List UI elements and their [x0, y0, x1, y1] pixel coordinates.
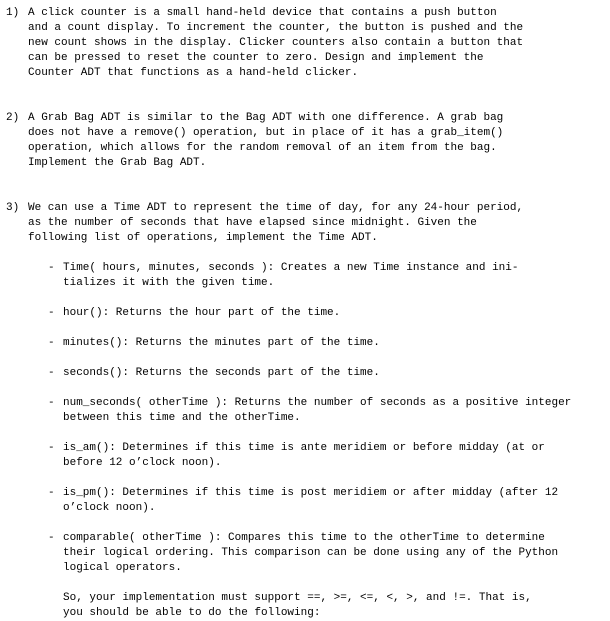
bullet-dash: - [48, 337, 55, 349]
bullet-dash: - [48, 307, 55, 319]
operation-text-line: their logical ordering. This comparison can be done using any of the Python [63, 547, 559, 559]
operation-text-line: before 12 o’clock noon). [63, 457, 222, 469]
operation-text-line: tializes it with the given time. [63, 277, 275, 289]
problem-number: 2) [6, 112, 20, 124]
problem-text-line: can be pressed to reset the counter to zero. Design and implement the [28, 52, 484, 64]
bullet-dash: - [48, 487, 55, 499]
problem-text-line: Counter ADT that functions as a hand-held clicker. [28, 67, 359, 79]
operation-text-line: logical operators. [63, 562, 182, 574]
note-text-line: So, your implementation must support ==, >=, <=, <, >, and !=. That is, [63, 592, 532, 604]
bullet-dash: - [48, 397, 55, 409]
operation-text-line: minutes(): Returns the minutes part of the time. [63, 337, 380, 349]
operation-text-line: Time( hours, minutes, seconds ): Creates a new Time instance and ini- [63, 262, 519, 274]
operation-text-line: o’clock noon). [63, 502, 156, 514]
problem-text-line: following list of operations, implement the Time ADT. [28, 232, 378, 244]
problem-number: 1) [6, 7, 20, 19]
problem-text-line: We can use a Time ADT to represent the time of day, for any 24-hour period, [28, 202, 524, 214]
problem-text-line: and a count display. To increment the counter, the button is pushed and the [28, 22, 524, 34]
bullet-dash: - [48, 442, 55, 454]
operation-text-line: num_seconds( otherTime ): Returns the number of seconds as a positive integer [63, 397, 572, 409]
operation-text-line: is_pm(): Determines if this time is post meridiem or after midday (after 12 [63, 487, 559, 499]
problem-text-line: new count shows in the display. Clicker counters also contain a button that [28, 37, 524, 49]
problem-number: 3) [6, 202, 20, 214]
note-text-line: you should be able to do the following: [63, 607, 321, 619]
problem-text-line: A click counter is a small hand-held device that contains a push button [28, 7, 497, 19]
problem-text-line: Implement the Grab Bag ADT. [28, 157, 207, 169]
problem-text-line: as the number of seconds that have elapsed since midnight. Given the [28, 217, 477, 229]
bullet-dash: - [48, 367, 55, 379]
problem-text-line: does not have a remove() operation, but in place of it has a grab_item() [28, 127, 504, 139]
operation-text-line: seconds(): Returns the seconds part of the time. [63, 367, 380, 379]
operation-text-line: between this time and the otherTime. [63, 412, 301, 424]
problem-text-line: operation, which allows for the random removal of an item from the bag. [28, 142, 497, 154]
problem-text-line: A Grab Bag ADT is similar to the Bag ADT with one difference. A grab bag [28, 112, 504, 124]
operation-text-line: comparable( otherTime ): Compares this time to the otherTime to determine [63, 532, 545, 544]
bullet-dash: - [48, 532, 55, 544]
bullet-dash: - [48, 262, 55, 274]
operation-text-line: hour(): Returns the hour part of the time. [63, 307, 341, 319]
operation-text-line: is_am(): Determines if this time is ante meridiem or before midday (at or [63, 442, 545, 454]
